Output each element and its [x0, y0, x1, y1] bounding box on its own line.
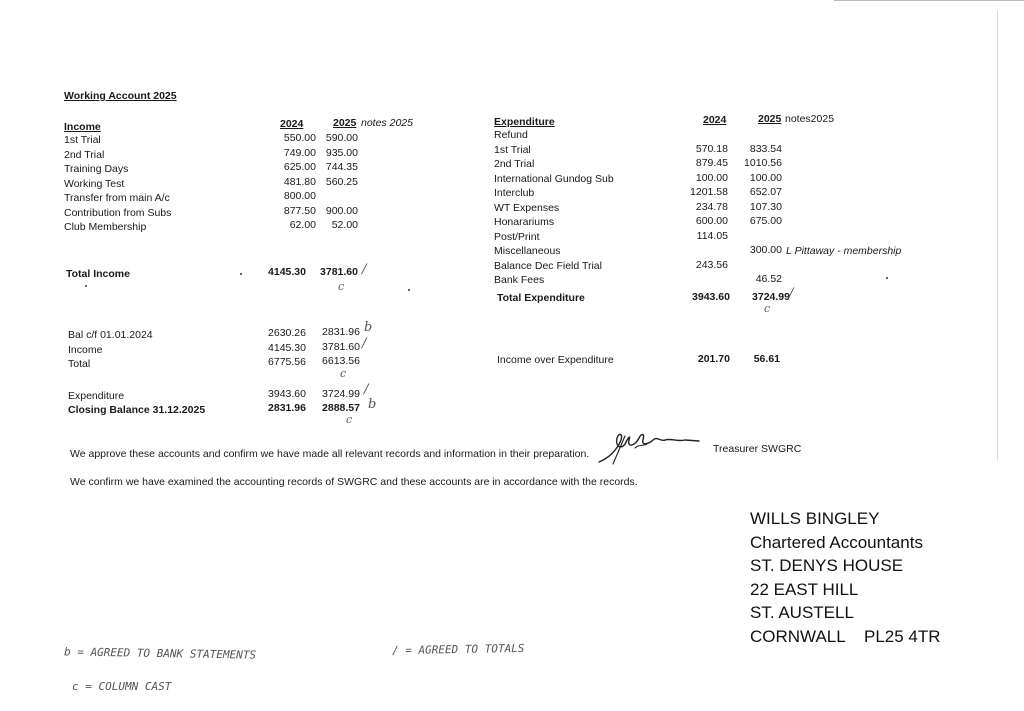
income-value-2025: [306, 189, 358, 204]
expenditure-value-2024: [674, 127, 728, 142]
expenditure-value-2024: 100.00: [695, 171, 728, 184]
income-col-2025: 2025: [333, 117, 357, 129]
balance-expenditure-label: Expenditure: [68, 390, 125, 402]
balance-row-label: Bal c/f 01.01.2024: [68, 329, 153, 341]
expenditure-row-label: 1st Trial: [494, 143, 531, 156]
income-row-label: 1st Trial: [64, 134, 101, 146]
surplus-2024: 201.70: [697, 353, 730, 365]
income-value-2025: 744.35: [325, 161, 358, 173]
income-row-label: 2nd Trial: [64, 148, 105, 161]
expenditure-row-label: 2nd Trial: [494, 158, 535, 170]
expenditure-value-2024: 234.78: [695, 200, 728, 213]
agreed-tick-mark: /: [789, 286, 794, 301]
bank-agreed-mark: b: [368, 397, 377, 412]
expenditure-col-2024: 2024: [703, 114, 727, 126]
income-value-2024: 625.00: [283, 161, 316, 173]
stamp-line: CORNWALL PL25 4TR: [750, 626, 941, 646]
expenditure-row-label: Miscellaneous: [494, 245, 561, 257]
expenditure-value-2025: [728, 127, 782, 142]
expenditure-row-label: Bank Fees: [494, 274, 545, 286]
accountant-stamp: [750, 507, 941, 648]
balance-values-2025: [306, 325, 360, 369]
expenditure-value-2025: [728, 229, 782, 244]
total-income-2024: 4145.30: [268, 266, 306, 278]
expenditure-row-label: WT Expenses: [494, 201, 560, 214]
expenditure-value-2024: 600.00: [695, 215, 728, 227]
income-row-label: Training Days: [64, 163, 129, 175]
income-values-2025: [306, 131, 358, 233]
expenditure-values-2024: [674, 127, 728, 287]
legend-column-cast: c = COLUMN CAST: [72, 680, 172, 693]
expenditure-row-label: Post/Print: [494, 230, 540, 243]
treasurer-label: Treasurer SWGRC: [713, 443, 802, 455]
income-value-2025: 935.00: [325, 146, 358, 159]
expenditure-values-2025: [728, 127, 782, 287]
income-value-2025: 590.00: [325, 132, 358, 144]
total-expenditure-label: Total Expenditure: [497, 292, 585, 304]
scan-speck: [240, 273, 242, 275]
expenditure-value-2024: 114.05: [696, 229, 728, 242]
expenditure-row-label: Honarariums: [494, 216, 555, 228]
income-heading: Income: [64, 121, 101, 133]
income-row-label: Club Membership: [64, 221, 147, 233]
total-income-2025: 3781.60: [320, 266, 358, 278]
scan-speck: [85, 285, 87, 287]
expenditure-heading: Expenditure: [494, 116, 555, 128]
income-value-2025: 900.00: [325, 204, 358, 217]
income-value-2024: 800.00: [283, 190, 316, 202]
total-expenditure-2024: 3943.60: [692, 291, 730, 303]
column-cast-mark: c: [346, 413, 353, 426]
income-row-label: Contribution from Subs: [64, 206, 172, 219]
expenditure-value-2024: 879.45: [695, 157, 728, 169]
balance-value-2024: 4145.30: [268, 341, 306, 354]
examination-statement: We confirm we have examined the accounting records of SWGRC and these accounts are in accordance with the records.: [70, 476, 638, 488]
bank-agreed-mark: b: [364, 320, 373, 335]
expenditure-labels: [494, 128, 614, 288]
expenditure-value-2024: 570.18: [695, 142, 728, 155]
expenditure-value-2025: 652.07: [749, 186, 782, 198]
balance-value-2025: 6613.56: [322, 355, 360, 367]
expenditure-value-2024: [674, 243, 728, 258]
expenditure-col-2025: 2025: [758, 113, 782, 125]
agreed-tick-mark: /: [364, 382, 369, 397]
income-value-2024: 481.80: [283, 175, 316, 188]
income-labels: [64, 133, 171, 235]
closing-balance-2025: 2888.57: [322, 402, 360, 414]
scan-speck: [408, 289, 410, 291]
balance-row-label: Total: [68, 358, 91, 370]
stamp-line: WILLS BINGLEY: [750, 509, 880, 528]
stamp-line: ST. AUSTELL: [750, 603, 854, 622]
stamp-line: ST. DENYS HOUSE: [750, 556, 904, 575]
expenditure-value-2024: 243.56: [695, 258, 728, 271]
balance-expenditure-2025: 3724.99: [322, 388, 360, 400]
closing-balance-label: Closing Balance 31.12.2025: [68, 404, 206, 416]
expenditure-notes-heading: notes2025: [785, 113, 835, 125]
expenditure-value-2025: 46.52: [755, 273, 782, 285]
expenditure-row-label: Balance Dec Field Trial: [494, 259, 602, 272]
income-value-2024: 877.50: [283, 204, 316, 217]
balance-value-2025: 2831.96: [322, 326, 360, 338]
expenditure-row-label: Interclub: [494, 187, 535, 199]
income-value-2025: 560.25: [325, 175, 358, 188]
balance-labels: [68, 328, 153, 372]
balance-value-2024: 6775.56: [268, 356, 306, 368]
expenditure-row-label: Refund: [494, 129, 528, 141]
document-title: Working Account 2025: [64, 90, 177, 102]
balance-row-label: Income: [68, 343, 103, 356]
income-value-2024: 62.00: [289, 219, 316, 231]
column-cast-mark: c: [340, 367, 347, 380]
surplus-2025: 56.61: [753, 353, 780, 365]
expenditure-value-2025: 833.54: [749, 142, 782, 155]
balance-value-2025: 3781.60: [322, 340, 360, 353]
total-expenditure-2025: 3724.99: [752, 291, 790, 303]
expenditure-value-2025: 1010.56: [744, 157, 782, 169]
expenditure-value-2024: [674, 272, 728, 287]
total-income-label: Total Income: [66, 268, 130, 280]
expenditure-value-2025: 100.00: [749, 171, 782, 184]
income-value-2025: 52.00: [331, 219, 358, 231]
misc-note: L Pittaway - membership: [786, 245, 902, 257]
stamp-line: 22 EAST HILL: [750, 579, 859, 599]
agreed-tick-mark: /: [362, 262, 367, 277]
approval-statement: We approve these accounts and confirm we have made all relevant records and information in their preparation.: [70, 448, 590, 460]
scan-right-edge: [997, 10, 998, 460]
income-row-label: Transfer from main A/c: [64, 192, 170, 204]
surplus-label: Income over Expenditure: [497, 354, 614, 366]
scan-speck: [886, 277, 888, 279]
expenditure-value-2025: 107.30: [749, 200, 782, 213]
column-cast-mark: c: [338, 280, 345, 293]
column-cast-mark: c: [764, 302, 771, 315]
expenditure-value-2025: 675.00: [749, 215, 782, 227]
closing-balance-2024: 2831.96: [268, 402, 306, 414]
stamp-line: Chartered Accountants: [750, 532, 923, 552]
income-value-2024: 550.00: [283, 132, 316, 144]
income-notes-heading: notes 2025: [361, 117, 413, 129]
income-col-2024: 2024: [280, 118, 304, 130]
balance-value-2024: 2630.26: [268, 327, 306, 339]
agreed-tick-mark: /: [362, 336, 367, 351]
balance-values-2024: [252, 326, 306, 370]
expenditure-row-label: International Gundog Sub: [494, 172, 614, 185]
income-value-2024: 749.00: [283, 146, 316, 159]
expenditure-value-2024: 1201.58: [690, 186, 728, 198]
income-row-label: Working Test: [64, 177, 125, 190]
scan-top-edge: [834, 0, 1024, 1]
legend-agreed-totals: / = AGREED TO TOTALS: [391, 641, 525, 658]
expenditure-value-2025: 300.00: [749, 244, 782, 256]
legend-bank-statements: b = AGREED TO BANK STATEMENTS: [63, 645, 257, 662]
treasurer-signature-icon: [595, 428, 705, 468]
expenditure-value-2025: [728, 258, 782, 273]
balance-expenditure-2024: 3943.60: [268, 388, 306, 400]
